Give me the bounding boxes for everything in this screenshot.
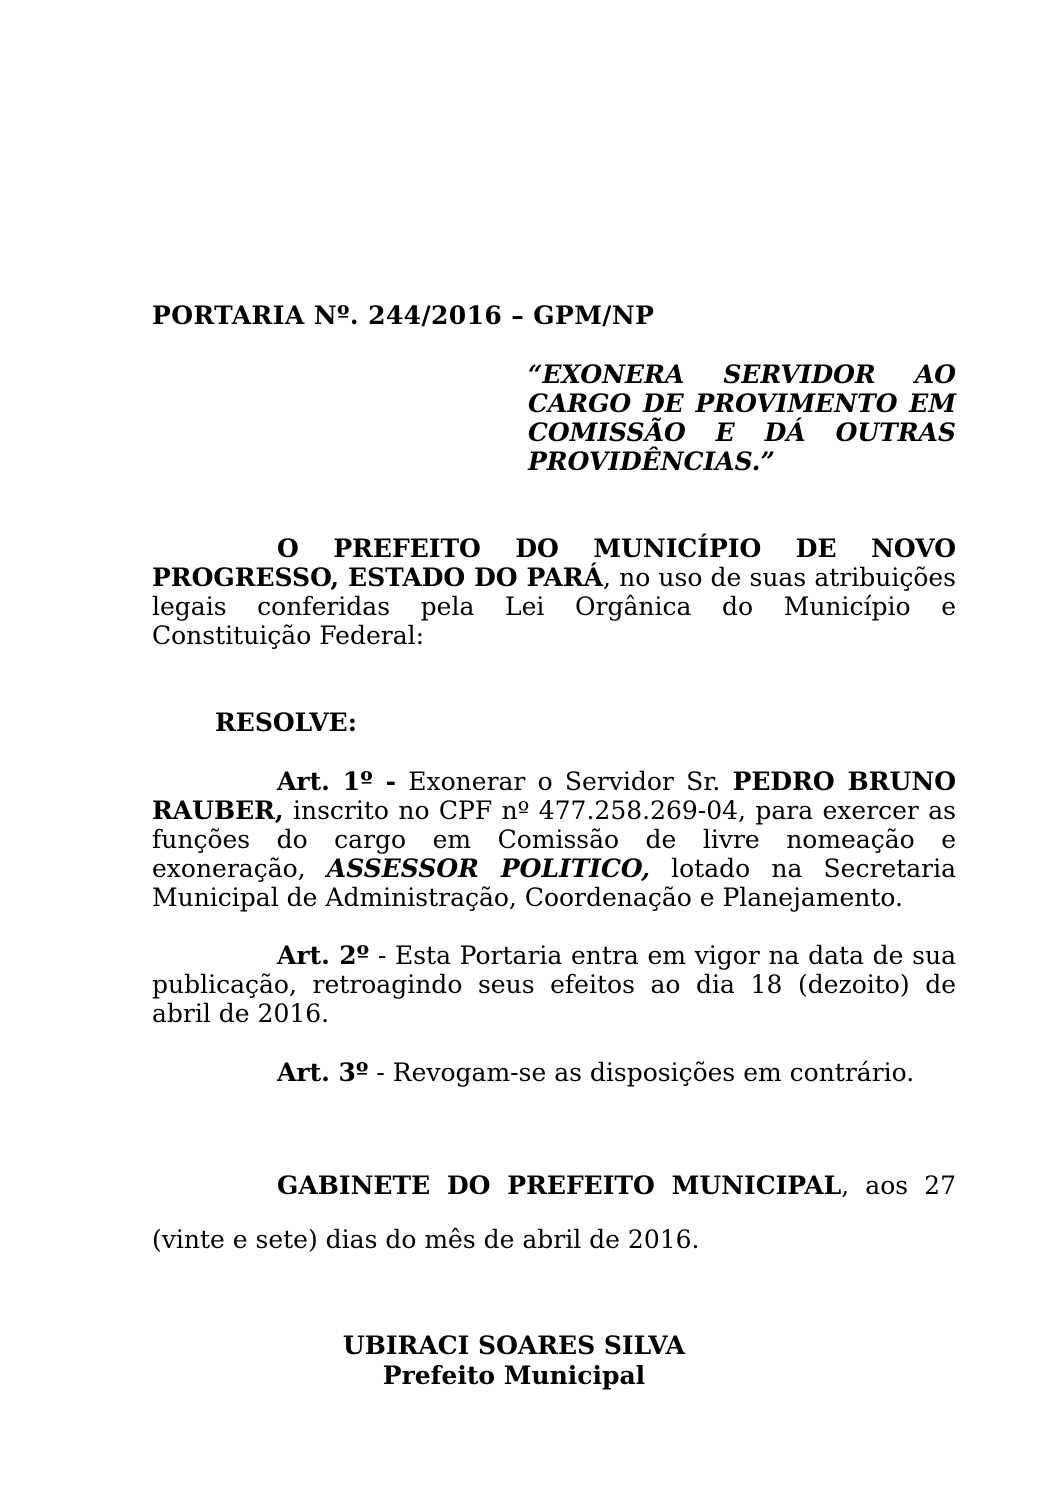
- article-3: [152, 1058, 956, 1087]
- article-1-text-b: inscrito no CPF nº 477.258.269-04, para exercer as funções do cargo em Comissão de livre nomeação e exoneração,: [152, 796, 956, 883]
- article-3-label: Art. 3º: [277, 1058, 369, 1087]
- article-2-label: Art. 2º: [277, 941, 370, 970]
- document-title: PORTARIA Nº. 244/2016 – GPM/NP: [152, 301, 655, 330]
- article-2-text: - Esta Portaria entra em vigor na data de sua publicação, retroagindo seus efeitos ao dia 18 (dezoito) de abril de 2016.: [152, 941, 956, 1028]
- article-1: [152, 767, 956, 912]
- signatory-role: Prefeito Municipal: [382, 1361, 646, 1390]
- resolve-heading: RESOLVE:: [215, 708, 357, 737]
- article-3-text: - Revogam-se as disposições em contrário.: [368, 1058, 915, 1087]
- preamble-paragraph: [152, 534, 956, 650]
- servant-role: ASSESSOR POLITICO,: [326, 854, 650, 883]
- closing-paragraph: [152, 1159, 956, 1267]
- article-1-text-a: Exonerar o Servidor Sr.: [396, 767, 733, 796]
- ementa: “EXONERA SERVIDOR AO CARGO DE PROVIMENTO EM COMISSÃO E DÁ OUTRAS PROVIDÊNCIAS.”: [528, 360, 956, 476]
- article-2: [152, 941, 956, 1028]
- article-1-text-c: lotado na Secretaria Municipal de Administração, Coordenação e Planejamento.: [152, 854, 956, 912]
- article-1-label: Art. 1º -: [277, 767, 397, 796]
- closing-text: , aos 27 (vinte e sete) dias do mês de abril de 2016.: [152, 1171, 956, 1254]
- preamble-authority: O PREFEITO DO MUNICÍPIO DE NOVO PROGRESSO, ESTADO DO PARÁ: [152, 534, 956, 592]
- signature-block: [152, 1331, 876, 1391]
- signatory-name: UBIRACI SOARES SILVA: [342, 1331, 686, 1360]
- servant-name: PEDRO BRUNO RAUBER,: [152, 767, 956, 825]
- preamble-text: , no uso de suas atribuições legais conferidas pela Lei Orgânica do Município e Constituição Federal:: [152, 563, 956, 650]
- closing-office: GABINETE DO PREFEITO MUNICIPAL: [277, 1171, 842, 1200]
